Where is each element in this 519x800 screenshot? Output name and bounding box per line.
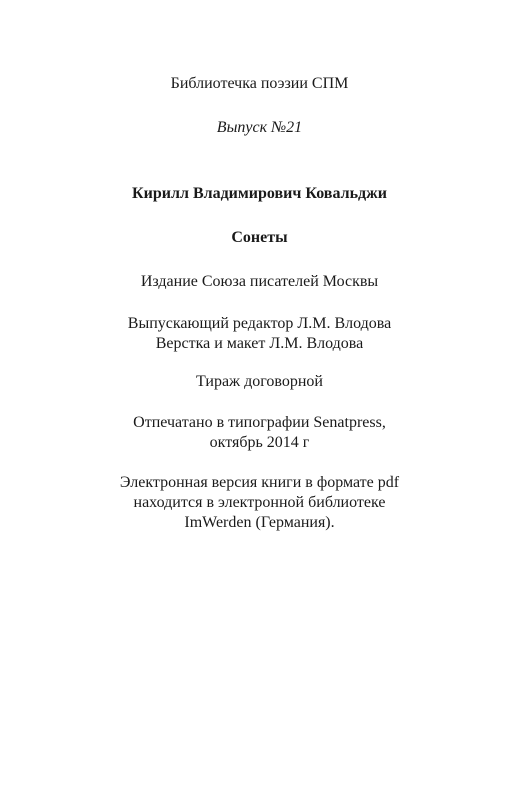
printing-line-2: октябрь 2014 г (209, 434, 310, 451)
editor-credit: Выпускающий редактор Л.М. Влодова (127, 315, 392, 332)
printing-line-1: Отпечатано в типографии Senatpress, (133, 414, 386, 431)
publisher-line: Издание Союза писателей Москвы (140, 273, 379, 290)
author-name: Кирилл Владимирович Ковальджи (132, 185, 387, 202)
circulation-line: Тираж договорной (196, 373, 323, 390)
electronic-line-1: Электронная версия книги в формате pdf (119, 474, 400, 491)
issue-number: Выпуск №21 (216, 119, 303, 136)
electronic-line-2: находится в электронной библиотеке (133, 494, 386, 511)
electronic-line-3: ImWerden (Германия). (184, 514, 335, 531)
series-name: Библиотечка поэзии СПМ (170, 75, 349, 92)
layout-credit: Верстка и макет Л.М. Влодова (155, 335, 364, 352)
book-title: Сонеты (231, 229, 288, 246)
